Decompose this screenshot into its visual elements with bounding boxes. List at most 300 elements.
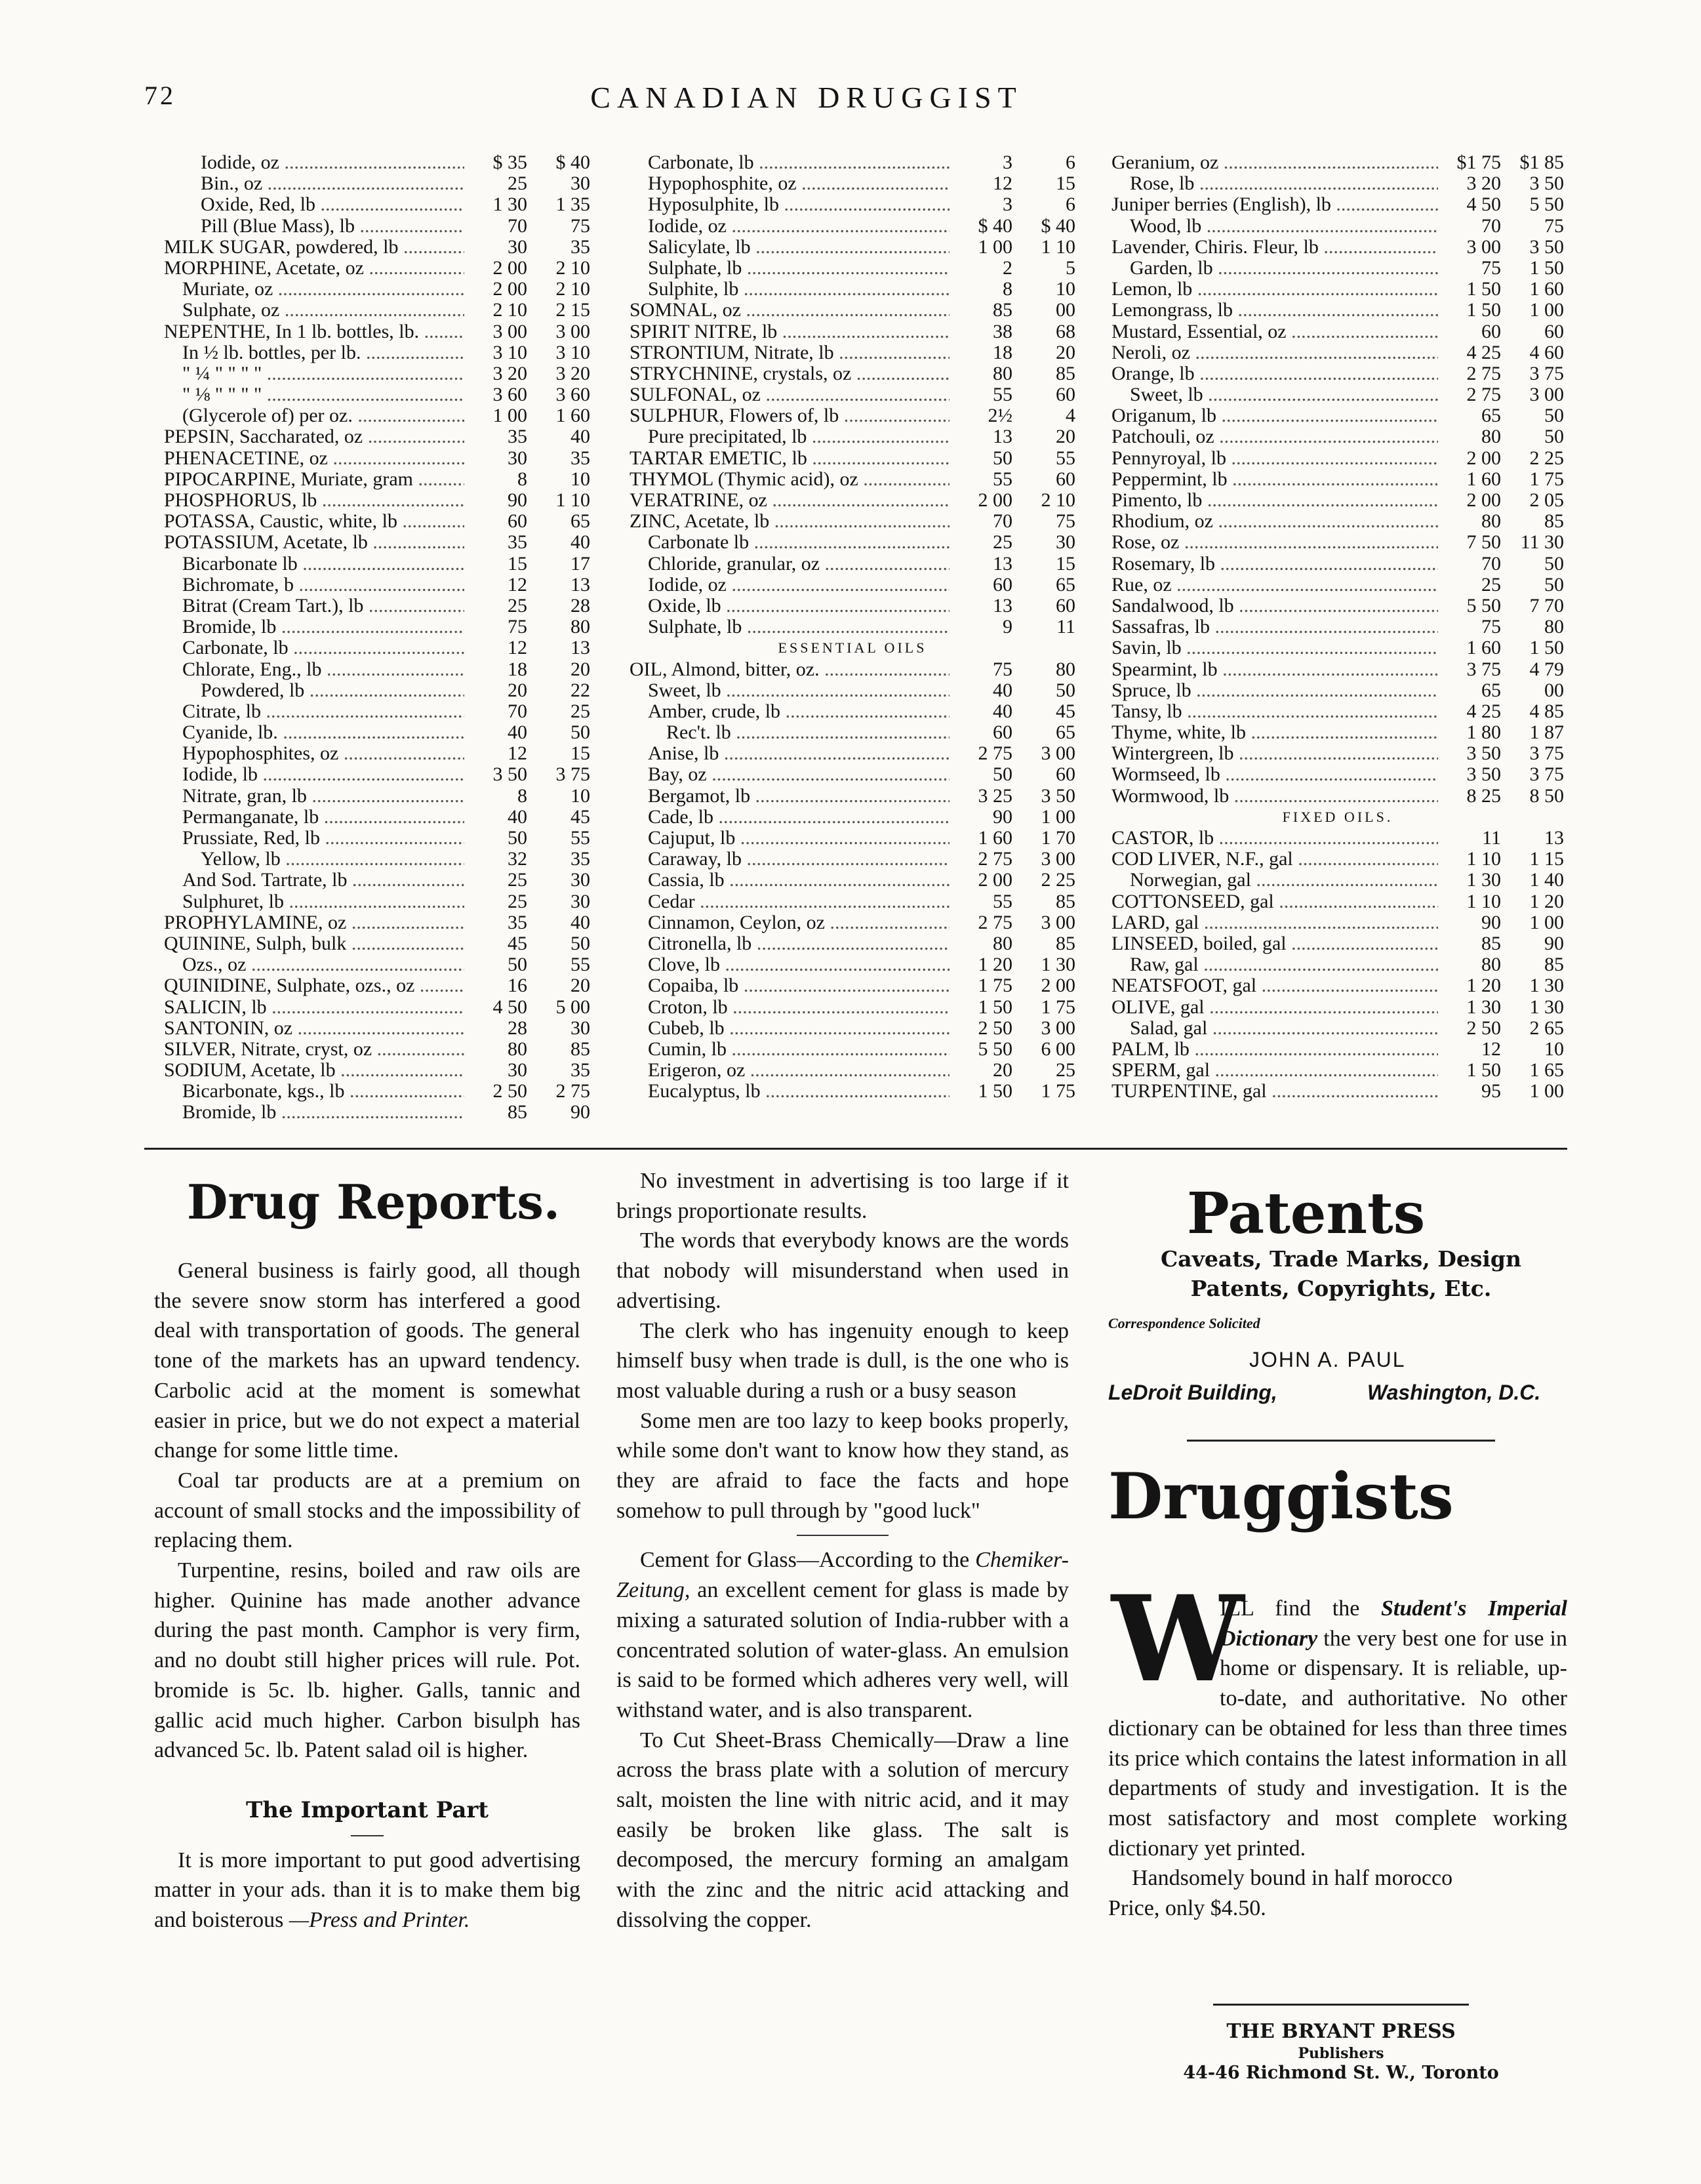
price-row [1111,1081,1564,1102]
price-item-name: Sulphate, lb ..... [630,617,950,637]
price-row [1111,490,1564,511]
price-row [1111,1018,1564,1039]
price-row [164,405,590,426]
drop-cap: W [1111,1570,1245,1709]
price-row [1111,659,1564,680]
price-row [630,1060,1075,1081]
price-high: 20 [570,975,590,997]
price-item-name: SILVER, Nitrate, cryst, oz ..... [164,1039,464,1060]
price-item-name: Bay, oz ..... [630,764,950,785]
price-high: 3 50 [1529,172,1564,195]
price-low: 35 [508,426,527,448]
price-low: 70 [1481,214,1501,237]
price-row [164,637,590,658]
price-row [164,596,590,617]
price-item-name: NEATSFOOT, gal ..... [1111,975,1438,996]
price-high: 50 [1544,552,1564,575]
price-item-name: Tansy, lb ..... [1111,701,1438,722]
price-low: 2 [1003,256,1012,279]
price-high: 3 00 [1041,848,1075,870]
price-low: 75 [508,616,527,638]
patents-ad-solicited: Correspondence Solicited [1108,1315,1260,1331]
price-row [1111,743,1564,764]
price-row [1111,173,1564,194]
price-row [630,891,1075,912]
price-high: 3 00 [1041,1017,1075,1039]
price-item-name: Cubeb, lb ..... [630,1018,950,1039]
price-high: 10 [570,468,590,490]
patents-ad-building: LeDroit Building, [1108,1381,1277,1404]
price-high: 35 [570,235,590,258]
price-high: 25 [1056,1059,1075,1082]
price-low: 50 [508,827,527,849]
price-item-name: Erigeron, oz ..... [630,1060,950,1081]
price-item-name: Mustard, Essential, oz ..... [1111,321,1438,342]
cement-paragraph [616,1545,1069,1725]
report-paragraph: General business is fairly good, all though the severe snow storm has interfered a good deal with transportation of goods. The general tone of the markets has an upward tendency. Carbolic acid at the moment is somewhat easier in price, but we do not expect a material change for some little time. [154,1259,580,1463]
price-low: 55 [993,468,1012,490]
druggists-ad-body [1108,1594,1567,1924]
price-row [630,194,1075,215]
price-low: 2 50 [1466,1017,1501,1039]
price-row [1111,554,1564,575]
price-low: 2 50 [978,1017,1012,1039]
price-item-name: Citronella, lb ..... [630,933,950,954]
price-high: 60 [1056,763,1075,786]
price-high: 20 [570,658,590,680]
price-list-column-1 [164,152,590,1123]
price-item-name: Wintergreen, lb ..... [1111,743,1438,764]
price-item-name: Orange, lb ..... [1111,363,1438,384]
price-low: 4 25 [1466,700,1501,722]
price-item-name: STRYCHNINE, crystals, oz ..... [630,363,950,384]
price-row [164,1081,590,1102]
price-item-name: SPIRIT NITRE, lb ..... [630,321,950,342]
price-high: $ 40 [1041,214,1075,237]
page-header [144,80,1220,126]
price-item-name: Cade, lb ..... [630,807,950,828]
price-low: 1 00 [978,235,1012,258]
price-high: 3 75 [1529,362,1564,384]
price-item-name: Wormseed, lb ..... [1111,764,1438,785]
price-low: 8 [1003,278,1012,300]
price-high: 10 [1544,1038,1564,1060]
price-high: 1 00 [1529,911,1564,933]
price-item-name: Iodide, oz ..... [630,575,950,596]
section-divider [144,1148,1567,1150]
druggists-ad-title: Druggists [1108,1459,1454,1533]
price-row [164,786,590,807]
price-row [1111,828,1564,849]
price-row [164,363,590,384]
price-high: 3 20 [555,362,590,384]
price-item-name: SOMNAL, oz ..... [630,300,950,321]
price-item-name: SULFONAL, oz ..... [630,384,950,405]
price-low: 2 00 [492,256,527,279]
price-row [1111,1060,1564,1081]
price-row [1111,786,1564,807]
price-low: 2 75 [1466,384,1501,406]
price-low: 1 30 [1466,996,1501,1018]
price-low: 12 [1481,1038,1501,1060]
price-item-name: Nitrate, gran, lb ..... [164,786,464,807]
price-low: 5 50 [1466,594,1501,617]
price-item-name: Spruce, lb ..... [1111,680,1438,701]
publisher-name: THE BRYANT PRESS [1226,2020,1456,2043]
price-row [164,173,590,194]
price-low: 28 [508,1017,527,1039]
price-high: 2 10 [555,256,590,279]
middle-paragraph: No investment in advertising is too large if it brings proportionate results. [616,1169,1069,1223]
mini-divider [351,1835,384,1836]
price-row [164,891,590,912]
druggists-text: the very best one for use in home or dispensary. It is reliable, up-to-date, and authoritative. No other dictionary can be obtained for less than three times its price which contains the latest information in all departments of study and investigation. It is the most satisfactory and most complete working dictionary yet printed. [1108,1626,1567,1861]
price-item-name: Hypophosphite, oz ..... [630,173,950,194]
price-low: 1 00 [492,405,527,427]
price-item-name: PHOSPHORUS, lb ..... [164,490,464,511]
price-row [1111,216,1564,237]
price-row [164,701,590,722]
price-item-name: Sweet, lb ..... [1111,384,1438,405]
price-low: 2 75 [978,911,1012,933]
price-row [164,807,590,828]
price-low: 3 00 [1466,235,1501,258]
price-row [164,659,590,680]
price-low: 1 50 [1466,299,1501,321]
price-item-name: In ½ lb. bottles, per lb. ..... [164,342,464,363]
price-row [1111,1039,1564,1060]
price-high: 40 [570,426,590,448]
price-item-name: PEPSIN, Saccharated, oz ..... [164,426,464,447]
price-low: 90 [1481,911,1501,933]
price-row [630,1039,1075,1060]
price-low: 55 [993,890,1012,912]
price-item-name: Clove, lb ..... [630,954,950,975]
patents-ad-city: Washington, D.C. [1367,1381,1541,1404]
price-item-name: Bromide, lb ..... [164,1102,464,1123]
price-low: 8 25 [1466,784,1501,807]
price-row [1111,279,1564,300]
price-row [164,279,590,300]
price-low: 13 [993,594,1012,617]
price-row [164,870,590,891]
price-high: 00 [1544,679,1564,701]
cement-source: Chemiker-Zeitung, [616,1548,1069,1603]
middle-column [616,1166,1069,1935]
price-high: 40 [570,531,590,554]
price-high: 5 50 [1529,193,1564,216]
price-high: 1 15 [1529,848,1564,870]
attribution: —Press and Printer. [289,1908,470,1933]
price-row [630,532,1075,553]
price-item-name: Rec't. lb ..... [630,722,950,743]
price-high: 5 00 [555,996,590,1018]
price-high: 13 [1544,827,1564,849]
journal-title: CANADIAN DRUGGIST [590,81,1023,114]
price-item-name: Wormwood, lb ..... [1111,786,1438,807]
price-low: 3 50 [1466,763,1501,786]
price-row [164,575,590,596]
price-high: 1 10 [555,489,590,511]
price-item-name: PALM, lb ..... [1111,1039,1438,1060]
price-high: 3 75 [1529,742,1564,765]
price-low: $1 75 [1456,152,1501,173]
price-low: 2 00 [978,489,1012,511]
druggists-ad-text [1108,1594,1567,1863]
price-low: 2 75 [978,848,1012,870]
price-high: 4 [1066,405,1075,427]
price-item-name: Bitrat (Cream Tart.), lb ..... [164,596,464,617]
price-row [630,722,1075,743]
price-high: 75 [1544,214,1564,237]
page-number: 72 [144,81,176,110]
price-row [164,237,590,258]
price-item-name: Pennyroyal, lb ..... [1111,448,1438,469]
price-low: 7 50 [1466,531,1501,554]
price-high: 50 [1544,573,1564,596]
price-item-name: Spearmint, lb ..... [1111,659,1438,680]
price-row [164,764,590,785]
price-item-name: Rose, lb ..... [1111,173,1438,194]
price-row [1111,764,1564,785]
price-high: 80 [1544,616,1564,638]
price-low: 25 [993,531,1012,554]
price-item-name: Carbonate, lb ..... [630,152,950,173]
price-low: 3 20 [492,362,527,384]
price-low: 50 [993,763,1012,786]
price-item-name: Sulphate, oz ..... [164,300,464,321]
price-high: 2 25 [1041,869,1075,891]
price-low: 13 [993,426,1012,448]
price-row [630,490,1075,511]
price-item-name: Neroli, oz ..... [1111,342,1438,363]
price-low: 90 [508,489,527,511]
price-item-name: Sulphate, lb ..... [630,258,950,279]
price-row [164,1039,590,1060]
price-high: 1 75 [1041,996,1075,1018]
price-list-column-2 [630,152,1075,1102]
price-high: 50 [570,932,590,954]
drug-reports-column [154,1256,580,1935]
price-row [164,532,590,553]
price-row [630,173,1075,194]
price-row [630,321,1075,342]
price-row [630,405,1075,426]
price-row [164,194,590,215]
price-low: 1 20 [978,954,1012,976]
price-high: 1 35 [555,193,590,216]
price-low: 1 60 [1466,637,1501,659]
price-low: 2 00 [978,869,1012,891]
price-row [164,680,590,701]
price-item-name: Copaiba, lb ..... [630,975,950,996]
price-high: 5 [1066,256,1075,279]
price-low: 12 [993,172,1012,195]
price-row [630,954,1075,975]
price-low: $ 35 [492,152,527,173]
price-high: 68 [1056,320,1075,342]
price-low: 4 25 [1466,341,1501,363]
price-item-name: Salad, gal ..... [1111,1018,1438,1039]
price-row [630,807,1075,828]
price-row [164,954,590,975]
price-item-name: TARTAR EMETIC, lb ..... [630,448,950,469]
important-part-text: It is more important to put good advertising matter in your ads. than it is to make them big and boisterous [154,1848,580,1933]
price-high: 3 00 [555,320,590,342]
price-item-name: Bicarbonate, kgs., lb ..... [164,1081,464,1102]
price-high: 55 [570,954,590,976]
price-item-name: Origanum, lb ..... [1111,405,1438,426]
price-high: 40 [570,911,590,933]
price-low: 45 [508,932,527,954]
price-row [164,1018,590,1039]
price-row [164,849,590,870]
price-row [630,1018,1075,1039]
patents-ad-line-1: Caveats, Trade Marks, Design [1161,1246,1521,1272]
price-low: 70 [993,510,1012,533]
price-item-name: Sulphite, lb ..... [630,279,950,300]
price-low: 35 [508,911,527,933]
price-low: 35 [508,531,527,554]
price-low: 16 [508,975,527,997]
price-low: 32 [508,848,527,870]
price-low: 30 [508,235,527,258]
price-item-name: Croton, lb ..... [630,997,950,1018]
price-item-name: COTTONSEED, gal ..... [1111,891,1438,912]
price-section-label: ESSENTIAL OILS [778,639,927,657]
price-low: 5 50 [978,1038,1012,1060]
price-low: 65 [1481,679,1501,701]
price-row [1111,237,1564,258]
price-row [164,152,590,173]
price-item-name: Iodide, oz ..... [630,216,950,237]
price-item-name: " ⅛ " " " " ..... [164,384,464,405]
druggists-price: Price, only $4.50. [1108,1896,1266,1921]
price-low: 80 [1481,954,1501,976]
price-item-name: SODIUM, Acetate, lb ..... [164,1060,464,1081]
price-row [630,997,1075,1018]
price-high: 1 65 [1529,1059,1564,1082]
price-row [630,575,1075,596]
price-row [630,426,1075,447]
price-low: 1 50 [1466,278,1501,300]
price-item-name: Cumin, lb ..... [630,1039,950,1060]
patents-ad-title: Patents [1187,1181,1426,1247]
price-row [1111,342,1564,363]
price-high: 45 [570,805,590,828]
price-row [164,912,590,933]
ad-divider [1187,1440,1495,1442]
price-low: 3 60 [492,384,527,406]
price-low: 12 [508,637,527,659]
price-high: 85 [1056,362,1075,384]
price-row [164,342,590,363]
price-high: 90 [570,1101,590,1123]
middle-paragraph: The clerk who has ingenuity enough to keep himself busy when trade is dull, is the one who is most valuable during a rush or a busy season [616,1318,1069,1403]
price-high: 55 [1056,447,1075,469]
price-item-name: Yellow, lb ..... [164,849,464,870]
price-high: 85 [570,1038,590,1060]
price-item-name: QUININE, Sulph, bulk ..... [164,933,464,954]
price-item-name: NEPENTHE, In 1 lb. bottles, lb. ..... [164,321,464,342]
price-low: 25 [1481,573,1501,596]
price-row [1111,321,1564,342]
price-row [630,342,1075,363]
price-item-name: Citrate, lb ..... [164,701,464,722]
price-row [1111,722,1564,743]
price-low: 8 [517,468,527,490]
price-row [164,216,590,237]
price-high: 65 [1056,573,1075,596]
price-item-name: Peppermint, lb ..... [1111,469,1438,490]
price-item-name: THYMOL (Thymic acid), oz ..... [630,469,950,490]
price-high: 2 00 [1041,975,1075,997]
price-low: 80 [508,1038,527,1060]
price-row [630,152,1075,173]
price-item-name: Lemongrass, lb ..... [1111,300,1438,321]
price-item-name: Pill (Blue Mass), lb ..... [164,216,464,237]
price-item-name: Iodide, oz ..... [164,152,464,173]
price-high: 80 [1056,658,1075,680]
price-high: 15 [570,742,590,765]
price-item-name: Muriate, oz ..... [164,279,464,300]
price-row [630,237,1075,258]
price-item-name: COD LIVER, N.F., gal ..... [1111,849,1438,870]
price-high: 80 [570,616,590,638]
price-low: 1 20 [1466,975,1501,997]
price-item-name: " ¼ " " " " ..... [164,363,464,384]
price-high: 2 25 [1529,447,1564,469]
price-low: 70 [508,700,527,722]
price-row [1111,194,1564,215]
price-low: 4 50 [492,996,527,1018]
price-low: 4 50 [1466,193,1501,216]
price-low: 40 [993,679,1012,701]
price-item-name: Cassia, lb ..... [630,870,950,891]
price-row [630,743,1075,764]
price-low: 40 [993,700,1012,722]
price-low: 50 [508,954,527,976]
price-high: 3 50 [1529,235,1564,258]
price-high: 30 [570,890,590,912]
price-item-name: Garden, lb ..... [1111,258,1438,279]
price-low: $ 40 [978,214,1012,237]
price-high: 28 [570,594,590,617]
price-high: 90 [1544,932,1564,954]
price-row [630,659,1075,680]
price-row [1111,596,1564,617]
price-row [630,933,1075,954]
price-high: 3 00 [1041,742,1075,765]
price-high: 30 [570,172,590,195]
price-high: 17 [570,552,590,575]
price-item-name: Cajuput, lb ..... [630,828,950,849]
price-high: 1 75 [1041,1080,1075,1102]
price-row [630,1081,1075,1102]
price-row [1111,426,1564,447]
price-row [164,469,590,490]
price-item-name: Bicarbonate lb ..... [164,554,464,575]
price-row [164,828,590,849]
price-high: 1 60 [555,405,590,427]
price-row [630,828,1075,849]
price-low: 60 [993,573,1012,596]
price-low: 2½ [988,405,1012,427]
price-item-name: Hypophosphites, oz ..... [164,743,464,764]
price-high: 4 60 [1529,341,1564,363]
price-row [1111,997,1564,1018]
price-low: 55 [993,384,1012,406]
